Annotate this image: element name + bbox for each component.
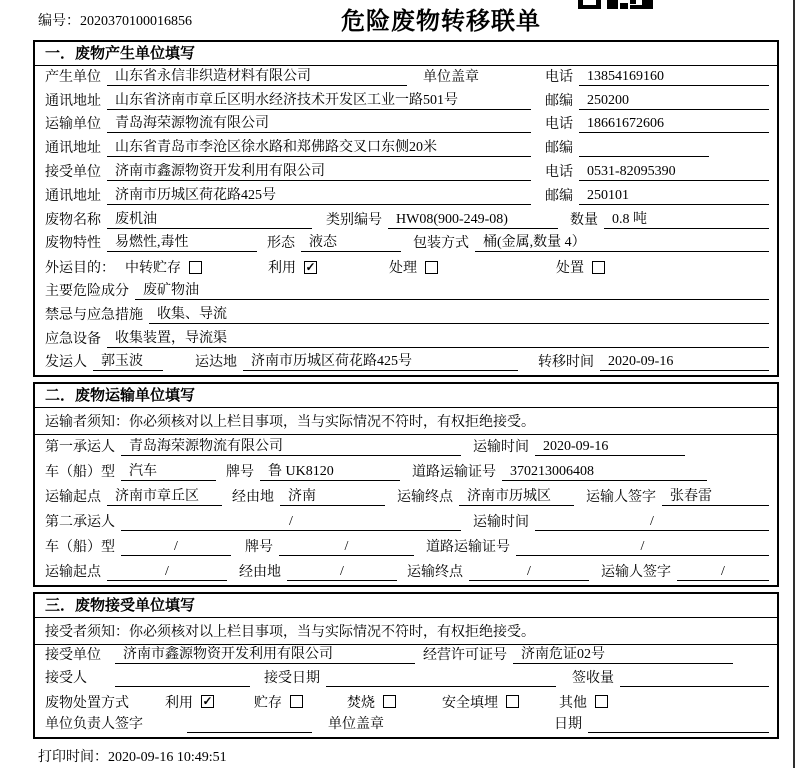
vehicle-type-label: 车（船）型 <box>45 540 115 556</box>
row-carrier1 <box>35 435 777 460</box>
disposal-option-other <box>559 692 608 712</box>
option-label: 安全填埋 <box>442 695 498 711</box>
purpose-option-utilize <box>268 257 317 277</box>
origin-label: 运输起点 <box>45 490 101 506</box>
section-producer <box>33 40 779 377</box>
receiver-phone-value: 0531-82095390 <box>579 163 769 181</box>
property-label: 废物特性 <box>45 236 101 252</box>
terminus-label: 运输终点 <box>407 565 463 581</box>
checkbox-icon <box>595 695 608 708</box>
serial-value: 2020370100016856 <box>80 14 192 29</box>
road-cert1-value: 370213006408 <box>502 463 707 481</box>
row-responsible-signature <box>35 714 777 737</box>
receiver-zip-value: 250101 <box>579 187 769 205</box>
row-receiver-unit <box>35 161 777 185</box>
section-transporter <box>33 382 779 587</box>
option-label: 中转贮存 <box>125 261 181 277</box>
date-label: 日期 <box>554 717 582 733</box>
receiving-unit-value: 济南市鑫源物资开发利用有限公司 <box>115 646 415 664</box>
purpose-option-treat <box>389 257 438 277</box>
row-vehicle1 <box>35 460 777 485</box>
transporter-zip-value <box>579 156 709 157</box>
unit-seal-label: 单位盖章 <box>423 69 479 85</box>
emergency-label: 禁忌与应急措施 <box>45 307 143 323</box>
serial-label: 编号： <box>38 14 80 29</box>
row-carrier2 <box>35 510 777 535</box>
license-label: 经营许可证号 <box>423 648 507 664</box>
hazard-label: 主要危险成分 <box>45 283 129 299</box>
receiving-unit-label: 接受单位 <box>45 648 101 664</box>
transporter-unit-label: 运输单位 <box>45 117 101 133</box>
address-label: 通讯地址 <box>45 141 101 157</box>
row-hazard-components <box>35 280 777 304</box>
row-emergency-measures <box>35 304 777 328</box>
origin2-value: / <box>107 563 227 581</box>
road-cert2-value: / <box>516 538 769 556</box>
shipper-label: 发运人 <box>45 355 87 371</box>
form-value: 液态 <box>301 234 401 252</box>
quantity-label: 数量 <box>570 212 598 228</box>
page-title: 危险废物转移联单 <box>341 8 541 35</box>
option-label: 贮存 <box>254 695 282 711</box>
checkbox-icon <box>506 695 519 708</box>
row-disposal-method <box>35 691 777 714</box>
terminus-label: 运输终点 <box>397 490 453 506</box>
zip-label: 邮编 <box>545 93 573 109</box>
transfer-form <box>33 40 779 766</box>
zip-label: 邮编 <box>545 188 573 204</box>
vehicle1-value: 汽车 <box>121 463 216 481</box>
checkbox-icon <box>189 261 202 274</box>
row-acceptor <box>35 668 777 691</box>
checkbox-icon <box>425 261 438 274</box>
via-label: 经由地 <box>232 490 274 506</box>
transporter-phone-value: 18661672606 <box>579 115 769 133</box>
address-label: 通讯地址 <box>45 93 101 109</box>
print-time-value: 2020-09-16 10:49:51 <box>108 750 227 766</box>
receiver-address-value: 济南市历城区荷花路425号 <box>107 187 531 205</box>
qr-code-fragment <box>578 0 656 9</box>
checkbox-icon <box>592 261 605 274</box>
destination-label: 运达地 <box>195 355 237 371</box>
property-value: 易燃性,毒性 <box>107 234 257 252</box>
form-label: 形态 <box>267 236 295 252</box>
row-vehicle2 <box>35 535 777 560</box>
via2-value: / <box>287 563 397 581</box>
license-value: 济南危证02号 <box>513 646 733 664</box>
row-shipper <box>35 352 777 376</box>
vehicle2-value: / <box>121 538 231 556</box>
road-cert-label: 道路运输证号 <box>412 465 496 481</box>
option-label: 焚烧 <box>347 695 375 711</box>
row-receiving-unit <box>35 645 777 668</box>
packing-value: 桶(金属,数量 4） <box>475 234 769 252</box>
page-edge-line <box>793 0 795 768</box>
plate2-value: / <box>279 538 414 556</box>
received-qty-value <box>620 686 769 687</box>
origin-label: 运输起点 <box>45 565 101 581</box>
responsible-signature-value <box>187 732 312 733</box>
quantity-value: 0.8 吨 <box>604 211 769 229</box>
transporter-signature-label: 运输人签字 <box>586 490 656 506</box>
checkbox-checked-icon: ✓ <box>305 259 316 274</box>
print-time-line <box>33 746 779 766</box>
category-code-value: HW08(900-249-08) <box>388 211 558 229</box>
print-time-label: 打印时间： <box>38 750 108 766</box>
producer-unit-label: 产生单位 <box>45 69 101 85</box>
via1-value: 济南 <box>280 488 385 506</box>
transporter-unit-value: 青岛海荣源物流有限公司 <box>107 115 531 133</box>
responsible-signature-label: 单位负责人签字 <box>45 717 143 733</box>
row-waste-name <box>35 209 777 233</box>
producer-unit-value: 山东省永信非织造材料有限公司 <box>107 68 407 86</box>
received-qty-label: 签收量 <box>572 671 614 687</box>
disposal-option-landfill <box>442 692 519 712</box>
carrier2-value: / <box>121 513 461 531</box>
zip-label: 邮编 <box>545 141 573 157</box>
road-cert-label: 道路运输证号 <box>426 540 510 556</box>
purpose-option-dispose <box>556 257 605 277</box>
signature2-value: / <box>677 563 769 581</box>
acceptor-label: 接受人 <box>45 671 87 687</box>
row-route1 <box>35 485 777 510</box>
transport-time2-value: / <box>535 513 769 531</box>
packing-label: 包装方式 <box>413 236 469 252</box>
waste-name-value: 废机油 <box>107 211 312 229</box>
address-label: 通讯地址 <box>45 188 101 204</box>
equipment-value: 收集装置，导流渠 <box>107 330 769 348</box>
option-label: 利用 <box>165 695 193 711</box>
producer-phone-value: 13854169160 <box>579 68 769 86</box>
plate-label: 牌号 <box>226 465 254 481</box>
origin1-value: 济南市章丘区 <box>107 488 222 506</box>
option-label: 处理 <box>389 261 417 277</box>
plate-label: 牌号 <box>245 540 273 556</box>
waste-name-label: 废物名称 <box>45 212 101 228</box>
hazard-value: 废矿物油 <box>135 282 769 300</box>
accept-date-label: 接受日期 <box>264 671 320 687</box>
phone-label: 电话 <box>545 164 573 180</box>
purpose-option-transfer-storage <box>125 257 202 277</box>
disposal-label: 废物处置方式 <box>45 695 129 711</box>
row-route2 <box>35 560 777 585</box>
destination-value: 济南市历城区荷花路425号 <box>243 353 518 371</box>
row-producer-address <box>35 90 777 114</box>
transporter-notice: 运输者须知：你必须核对以上栏目事项，当与实际情况不符时，有权拒绝接受。 <box>35 408 777 435</box>
emergency-value: 收集、导流 <box>149 306 769 324</box>
purpose-label: 外运目的： <box>45 261 115 277</box>
plate1-value: 鲁 UK8120 <box>260 463 400 481</box>
acceptor-value <box>115 686 250 687</box>
terminus1-value: 济南市历城区 <box>459 488 574 506</box>
transport-time1-value: 2020-09-16 <box>535 438 685 456</box>
producer-address-value: 山东省济南市章丘区明水经济技术开发区工业一路501号 <box>107 92 531 110</box>
transporter-signature-label: 运输人签字 <box>601 565 671 581</box>
carrier1-label: 第一承运人 <box>45 440 115 456</box>
option-label: 处置 <box>556 261 584 277</box>
section3-title: 三．废物接受单位填写 <box>35 594 777 618</box>
option-label: 利用 <box>268 261 296 277</box>
via-label: 经由地 <box>239 565 281 581</box>
checkbox-icon <box>383 695 396 708</box>
equipment-label: 应急设备 <box>45 331 101 347</box>
row-waste-property <box>35 233 777 257</box>
row-receiver-address <box>35 185 777 209</box>
section-receiver <box>33 592 779 739</box>
category-label: 类别编号 <box>326 212 382 228</box>
unit-seal-label: 单位盖章 <box>328 717 384 733</box>
disposal-option-storage <box>254 692 303 712</box>
transport-time-label: 运输时间 <box>473 440 529 456</box>
checkbox-checked-icon: ✓ <box>202 694 213 709</box>
phone-label: 电话 <box>545 69 573 85</box>
vehicle-type-label: 车（船）型 <box>45 465 115 481</box>
transporter-address-value: 山东省青岛市李沧区徐水路和郑佛路交叉口东侧20米 <box>107 139 531 157</box>
row-emergency-equipment <box>35 328 777 352</box>
receiver-unit-value: 济南市鑫源物资开发利用有限公司 <box>107 163 531 181</box>
transfer-time-label: 转移时间 <box>538 355 594 371</box>
shipper-value: 郭玉波 <box>93 353 163 371</box>
producer-zip-value: 250200 <box>579 92 769 110</box>
terminus2-value: / <box>469 563 589 581</box>
carrier2-label: 第二承运人 <box>45 515 115 531</box>
checkbox-icon <box>290 695 303 708</box>
receiver-unit-label: 接受单位 <box>45 164 101 180</box>
phone-label: 电话 <box>545 117 573 133</box>
section1-title: 一．废物产生单位填写 <box>35 42 777 66</box>
transport-time-label: 运输时间 <box>473 515 529 531</box>
date-value <box>588 732 769 733</box>
transfer-time-value: 2020-09-16 <box>600 353 769 371</box>
signature1-value: 张春雷 <box>662 488 769 506</box>
disposal-option-utilize <box>165 692 214 712</box>
row-transporter-address <box>35 137 777 161</box>
accept-date-value <box>326 686 556 687</box>
row-transporter-unit <box>35 114 777 138</box>
section2-title: 二．废物运输单位填写 <box>35 384 777 408</box>
receiver-notice: 接受者须知：你必须核对以上栏目事项，当与实际情况不符时，有权拒绝接受。 <box>35 618 777 645</box>
row-producer-unit <box>35 66 777 90</box>
row-transfer-purpose <box>35 256 777 280</box>
option-label: 其他 <box>559 695 587 711</box>
carrier1-value: 青岛海荣源物流有限公司 <box>121 438 461 456</box>
disposal-option-incinerate <box>347 692 396 712</box>
